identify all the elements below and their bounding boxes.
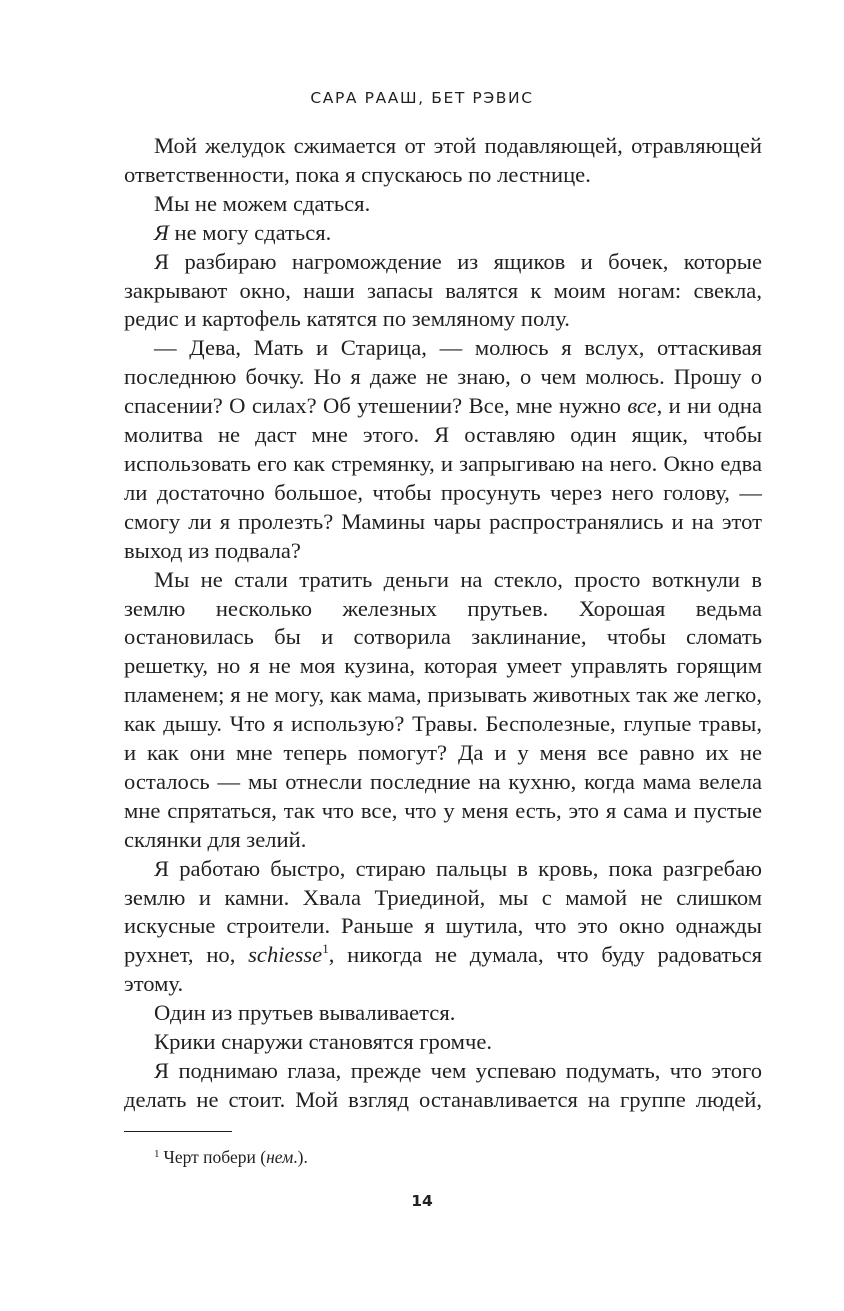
paragraph: Один из прутьев вываливается. (154, 1000, 456, 1026)
paragraph: Мы не можем сдаться. (154, 190, 371, 216)
paragraph: Я разбираю нагромождение из ящиков и бочек, которые закрывают окно, наши запасы валятся к моим ногам: свекла, редис и картофель катятся по земляному полу. (124, 248, 762, 332)
footnote-reference[interactable]: 1 (322, 941, 329, 957)
paragraph: Я работаю быстро, стираю пальцы в кровь, пока разгребаю землю и камни. Хвала Триединой, мы с мамой не слишком искусные строители. Раньше я шутила, что это окно однажды рухнет, но, schiesse$^1$, никогда не думала, что буду радоваться этому. (124, 855, 762, 997)
emphasis: нем (266, 1147, 294, 1167)
emphasis: Я (154, 219, 169, 245)
paragraph: Мы не стали тратить деньги на стекло, просто воткнули в землю несколько железных прутьев. Хорошая ведьма остановилась бы и сотворила заклинание, чтобы сломать решетку, но я не моя кузина, которая умеет управлять горящим пламенем; я не могу, как мама, призывать животных так же легко, как дышу. Что я использую? Травы. Бесполезные, глупые травы, и как они мне теперь помогут? Да и у меня все равно их не осталось — мы отнесли последние на кухню, когда мама велела мне спрятаться, так что все, что у меня есть, это я сама и пустые склянки для зелий. (124, 566, 762, 852)
paragraph: Я не могу сдаться. (154, 219, 332, 245)
foreign-word: schiesse (248, 942, 323, 968)
footnote: $^1$ Черт побери (нем.). (154, 1147, 308, 1167)
emphasis: все (627, 393, 657, 419)
footnote-marker: 1 (154, 1148, 160, 1160)
paragraph: Я поднимаю глаза, прежде чем успеваю подумать, что этого делать не стоит. Мой взгляд останавливается на группе людей, (124, 1058, 762, 1112)
footnote-divider (124, 1131, 232, 1132)
paragraph: Крики снаружи становятся громче. (154, 1029, 493, 1055)
paragraph: Мой желудок сжимается от этой подавляющей, отравляющей ответственности, пока я спускаюсь по лестнице. (124, 133, 762, 187)
paragraph: — Дева, Мать и Старица, — молюсь я вслух, оттаскивая последнюю бочку. Но я даже не знаю, о чем молюсь. Прошу о спасении? О силах? Об утешении? Все, мне нужно все, и ни одна молитва не даст мне этого. Я оставляю один ящик, чтобы использовать его как стремянку, и запрыгиваю на него. Окно едва ли достаточно большое, чтобы просунуть через него голову, — смогу ли я пролезть? Мамины чары распространялись и на этот выход из подвала? (124, 335, 762, 563)
page-number: 14 (411, 1192, 433, 1210)
body-text (124, 132, 762, 1115)
running-header: САРА РААШ, БЕТ РЭВИС (310, 89, 534, 107)
